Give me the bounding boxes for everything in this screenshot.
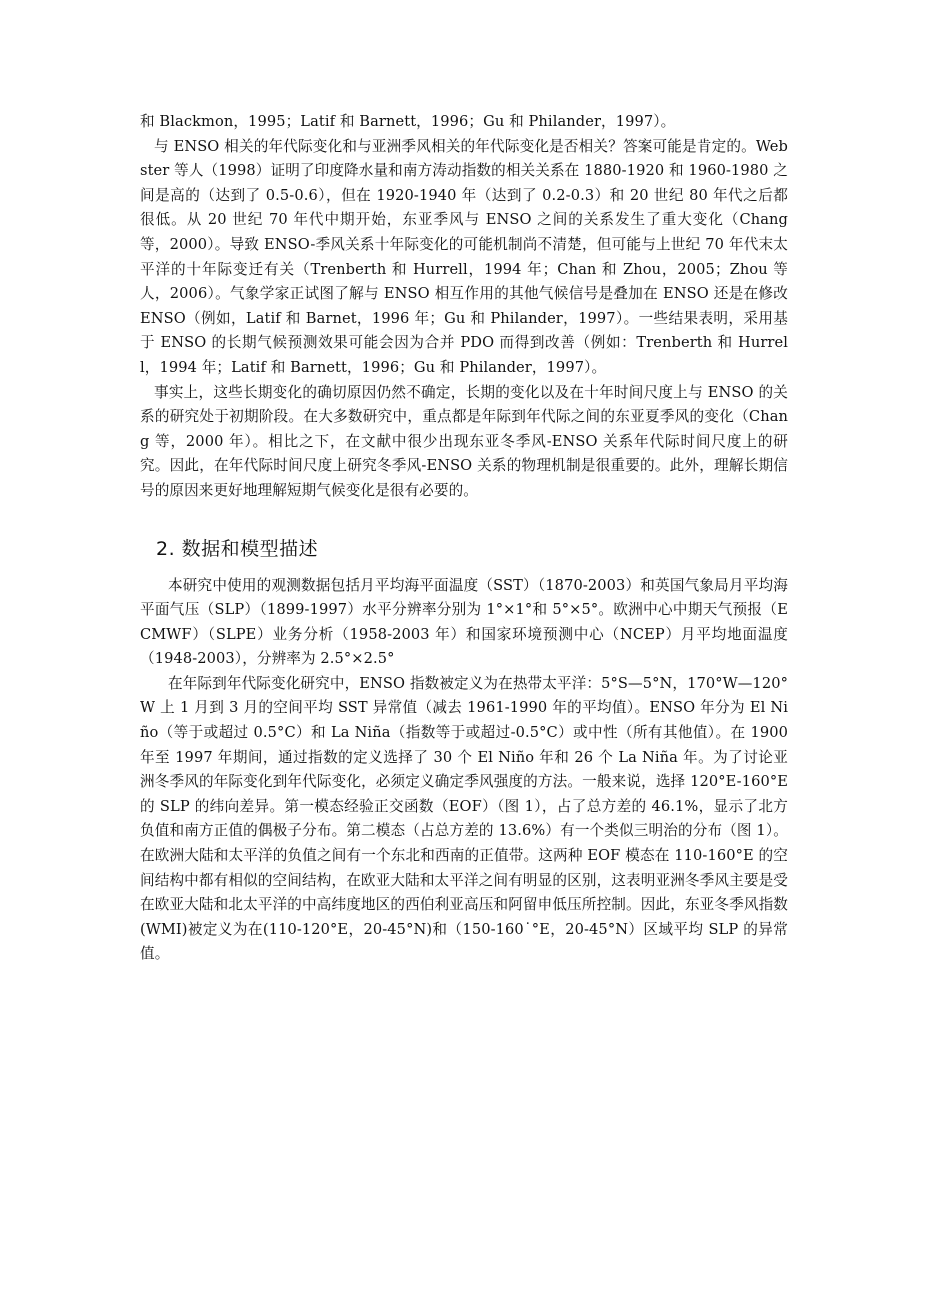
paragraph-continuation: 和 Blackmon，1995；Latif 和 Barnett，1996；Gu 和 Philander，1997）。 (140, 113, 676, 130)
paragraph-observational-data: 本研究中使用的观测数据包括月平均海平面温度（SST）（1870-2003）和英国气象局月平均海平面气压（SLP）（1899-1997）水平分辨率分别为 1°×1°和 5°×5°。欧洲中心中期天气预报（ECMWF）（SLPE）业务分析（1958-2003 年）和国家环境预测中心（NCEP）月平均地面温度（1948-2003），分辨率为 2.5°×2.5° (140, 576, 788, 668)
section-heading-data-model: 2. 数据和模型描述 (156, 537, 319, 560)
paragraph-long-term-changes: 事实上，这些长期变化的确切原因仍然不确定，长期的变化以及在十年时间尺度上与 ENSO 的关系的研究处于初期阶段。在大多数研究中，重点都是年际到年代际之间的东亚夏季风的变化（Chang 等，2000 年）。相比之下，在文献中很少出现东亚冬季风-ENSO 关系年代际时间尺度上的研究。因此，在年代际时间尺度上研究冬季风-ENSO 关系的物理机制是很重要的。此外，理解长期信号的原因来更好地理解短期气候变化是很有必要的。 (140, 383, 788, 499)
document-body (140, 110, 788, 967)
paragraph-enso-index-definition: 在年际到年代际变化研究中，ENSO 指数被定义为在热带太平洋：5°S—5°N，170°W—120°W 上 1 月到 3 月的空间平均 SST 异常值（减去 1961-1990 年的平均值）。ENSO 年分为 El Niño（等于或超过 0.5°C）和 La Niña（指数等于或超过-0.5°C）或中性（所有其他值）。在 1900 年至 1997 年期间，通过指数的定义选择了 30 个 El Niño 年和 26 个 La Niña 年。为了讨论亚洲冬季风的年际变化到年代际变化，必须定义确定季风强度的方法。一般来说，选择 120°E-160°E 的 SLP 的纬向差异。第一模态经验正交函数（EOF）（图 1），占了总方差的 46.1%，显示了北方负值和南方正值的偶极子分布。第二模态（占总方差的 13.6%）有一个类似三明治的分布（图 1）。在欧洲大陆和太平洋的负值之间有一个东北和西南的正值带。这两种 EOF 模态在 110-160°E 的空间结构中都有相似的空间结构，在欧亚大陆和太平洋之间有明显的区别，这表明亚洲冬季风主要是受在欧亚大陆和北太平洋的中高纬度地区的西伯利亚高压和阿留申低压所控制。因此，东亚冬季风指数(WMI)被定义为在(110-120°E，20-45°N)和（150-160˙°E，20-45°N）区域平均 SLP 的异常值。 (140, 674, 788, 963)
paragraph-enso-decadal: 与 ENSO 相关的年代际变化和与亚洲季风相关的年代际变化是否相关？答案可能是肯定的。Webster 等人（1998）证明了印度降水量和南方涛动指数的相关关系在 1880-1920 和 1960-1980 之间是高的（达到了 0.5-0.6），但在 1920-1940 年（达到了 0.2-0.3）和 20 世纪 80 年代之后都很低。从 20 世纪 70 年代中期开始，东亚季风与 ENSO 之间的关系发生了重大变化（Chang 等，2000）。导致 ENSO-季风关系十年际变化的可能机制尚不清楚，但可能与上世纪 70 年代末太平洋的十年际变迁有关（Trenberth 和 Hurrell，1994 年；Chan 和 Zhou，2005；Zhou 等人，2006）。气象学家正试图了解与 ENSO 相互作用的其他气候信号是叠加在 ENSO 还是在修改 ENSO（例如，Latif 和 Barnet，1996 年；Gu 和 Philander，1997）。一些结果表明，采用基于 ENSO 的长期气候预测效果可能会因为合并 PDO 而得到改善（例如：Trenberth 和 Hurrell，1994 年；Latif 和 Barnett，1996；Gu 和 Philander，1997）。 (140, 137, 788, 376)
